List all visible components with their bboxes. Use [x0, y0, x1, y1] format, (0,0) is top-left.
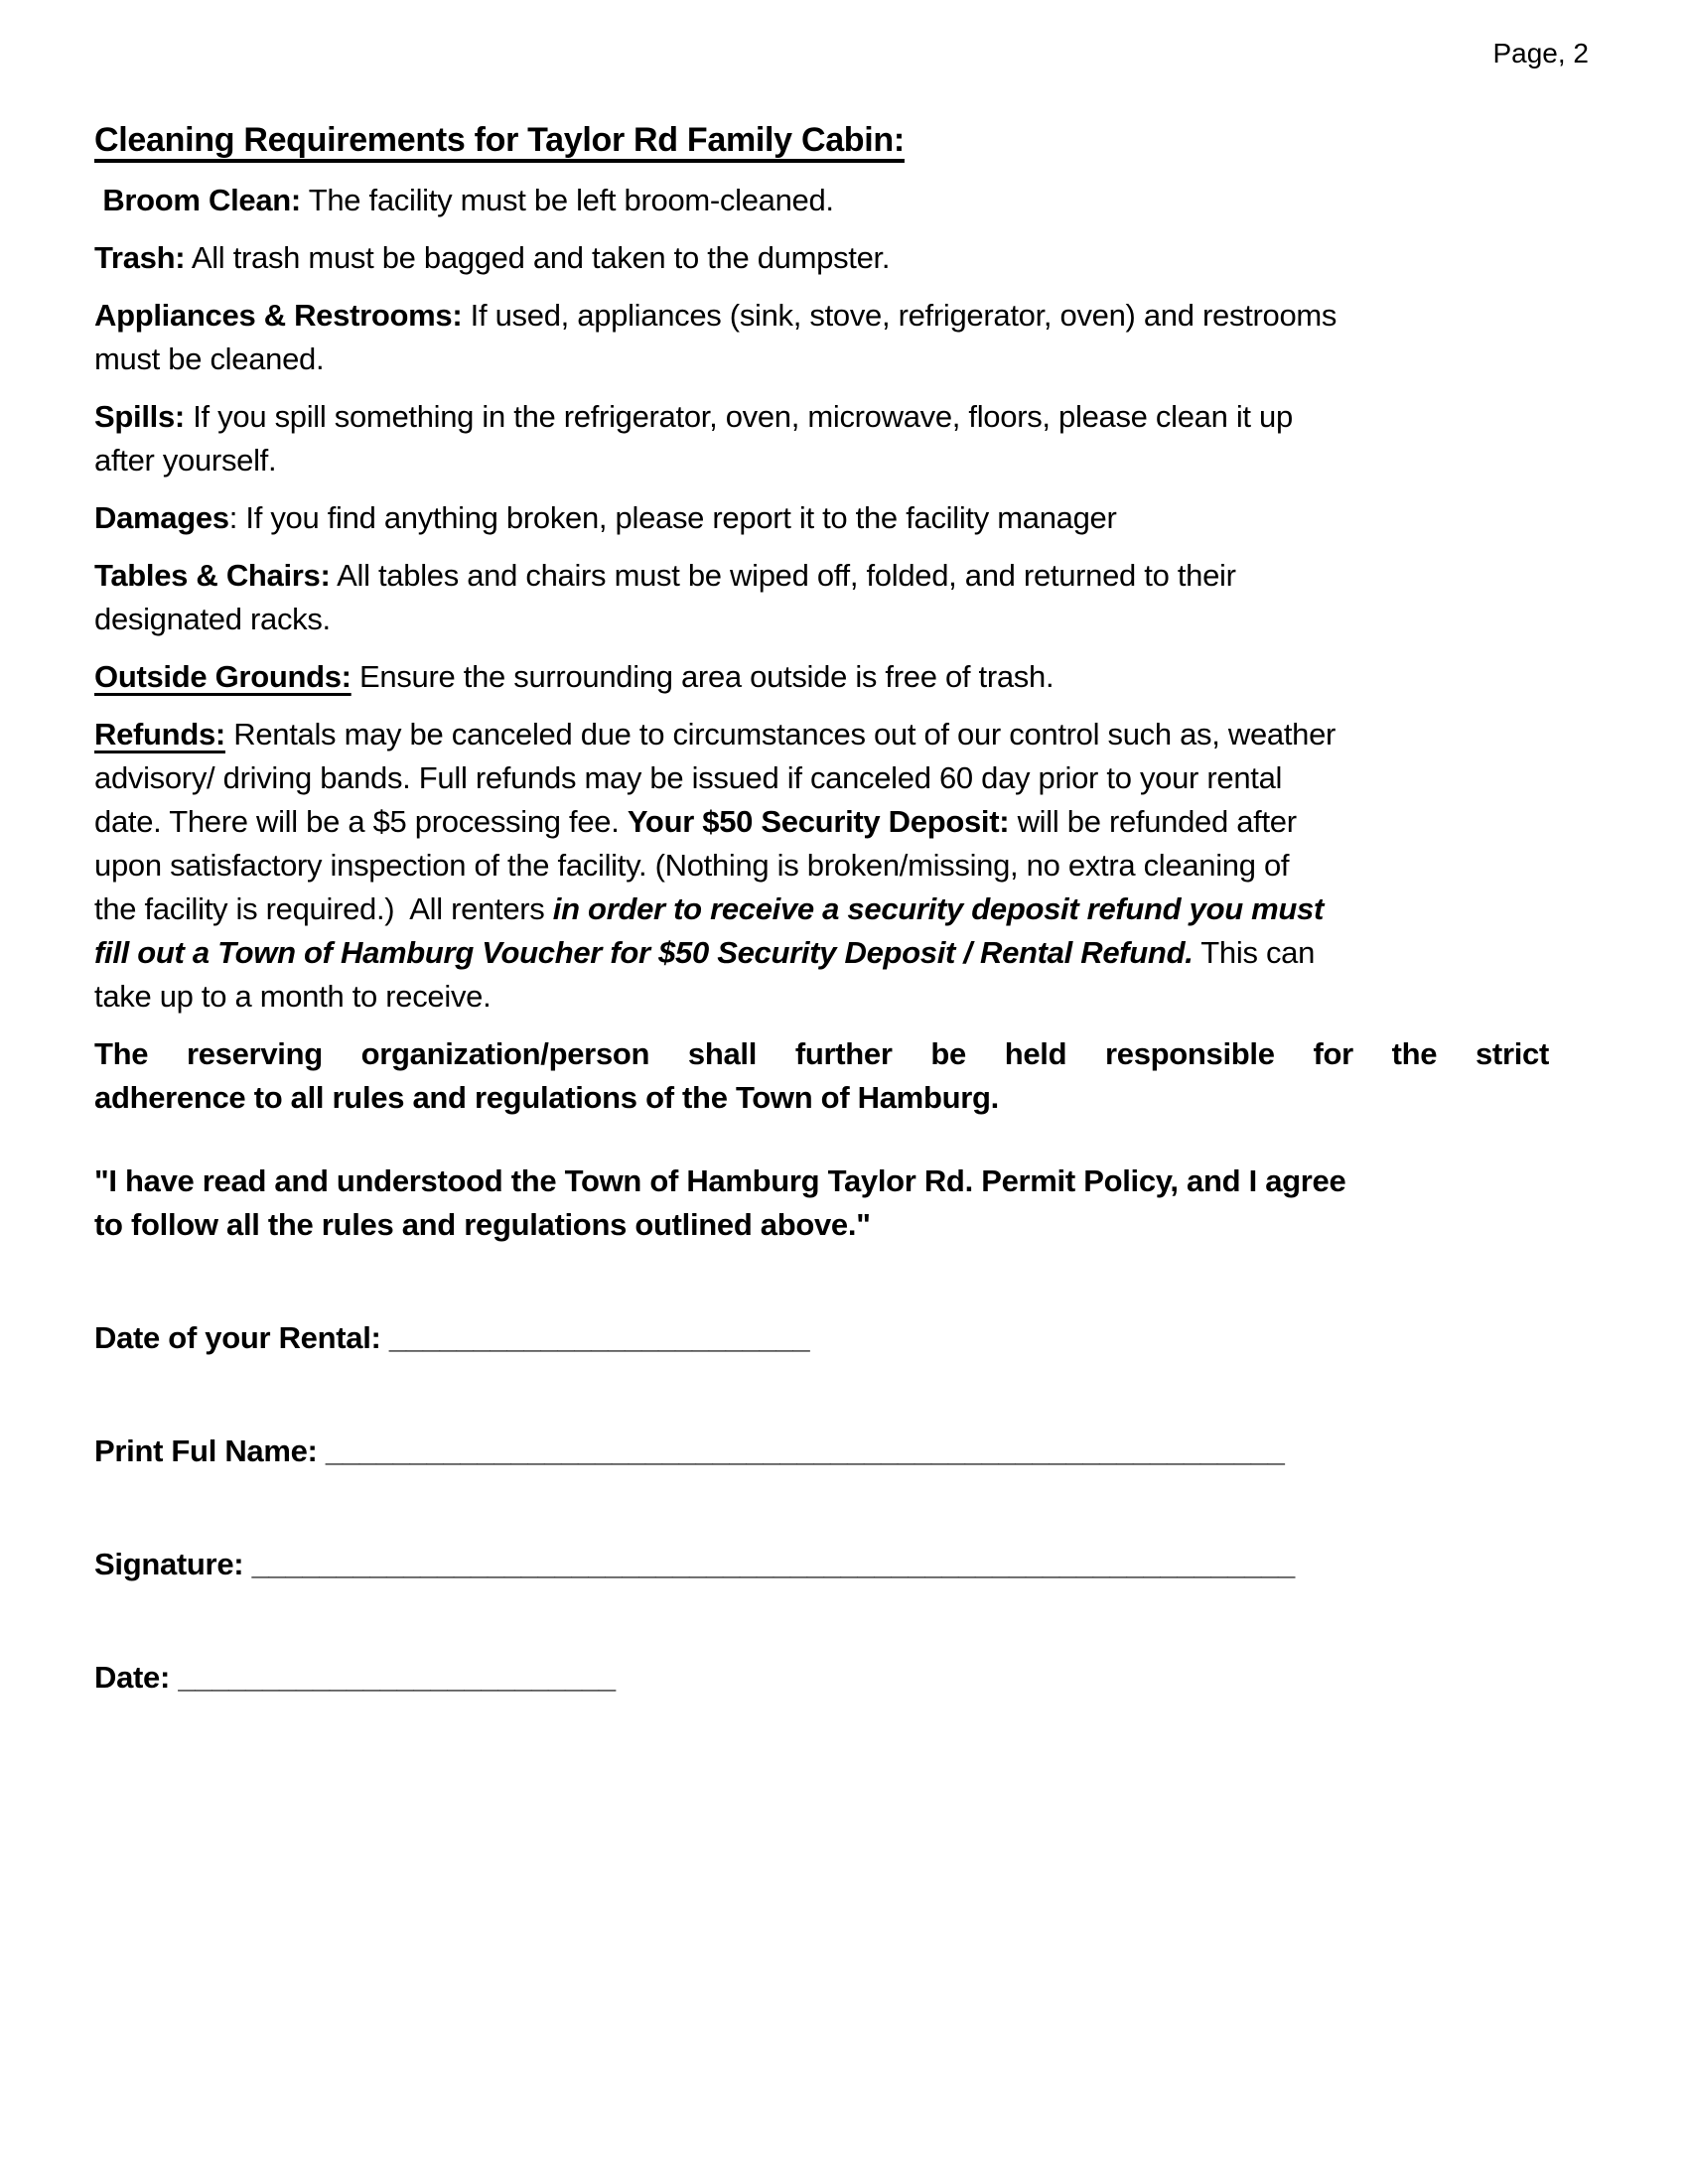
field-print-full-name-line[interactable]: _________________________________________________________ [317, 1433, 1285, 1468]
paragraph-outside-grounds: Outside Grounds: Ensure the surrounding area outside is free of trash. [94, 659, 1055, 694]
paragraph-spills: Spills: If you spill something in the refrigerator, oven, microwave, floors, please clean it up after yourself. [94, 399, 1293, 478]
paragraph-appliances-restrooms: Appliances & Restrooms: If used, appliances (sink, stove, refrigerator, oven) and restrooms must be cleaned. [94, 298, 1337, 376]
paragraph-refunds: Refunds: Rentals may be canceled due to circumstances out of our control such as, weather advisory/ driving bands. Full refunds may be issued if canceled 60 day prior to your rental date. There will be a $5 processing fee. Your $50 Security Deposit: will be refunded after upon satisfactory inspection of the facility. (Nothing is broken/missing, no extra cleaning of the facility is required.) All renters in order to receive a security deposit refund you must fill out a Town of Hamburg Voucher for $50 Security Deposit / Rental Refund. This can take up to a month to receive. [94, 717, 1336, 1014]
paragraph-damages: Damages: If you find anything broken, please report it to the facility manager [94, 500, 1117, 535]
paragraph-broom-clean: Broom Clean: The facility must be left broom-cleaned. [94, 183, 834, 217]
field-signature-line[interactable]: ______________________________________________________________ [243, 1547, 1295, 1581]
document-content [94, 117, 1549, 1700]
page-number: Page, 2 [1492, 38, 1589, 68]
responsibility-statement-line-1: The reserving organization/person shall further be held responsible for the strict [94, 1036, 1549, 1071]
responsibility-statement [94, 1032, 1549, 1120]
paragraph-trash: Trash: All trash must be bagged and taken to the dumpster. [94, 240, 891, 275]
field-date [94, 1656, 1549, 1700]
acknowledgement-quote: "I have read and understood the Town of Hamburg Taylor Rd. Permit Policy, and I agree to follow all the rules and regulations outlined above." [94, 1163, 1346, 1242]
field-signature-label: Signature: [94, 1547, 244, 1581]
field-print-full-name [94, 1430, 1549, 1473]
paragraph-tables-chairs: Tables & Chairs: All tables and chairs must be wiped off, folded, and returned to their designated racks. [94, 558, 1236, 636]
field-rental-date-label: Date of your Rental: [94, 1320, 381, 1355]
responsibility-statement-line-2: adherence to all rules and regulations of the Town of Hamburg. [94, 1080, 999, 1115]
field-signature [94, 1543, 1549, 1586]
field-rental-date-line[interactable]: _________________________ [380, 1320, 810, 1355]
field-date-line[interactable]: __________________________ [170, 1660, 616, 1695]
field-date-label: Date: [94, 1660, 171, 1695]
field-rental-date [94, 1316, 1549, 1360]
document-title: Cleaning Requirements for Taylor Rd Family Cabin: [94, 121, 905, 159]
field-print-full-name-label: Print Ful Name: [94, 1433, 318, 1468]
